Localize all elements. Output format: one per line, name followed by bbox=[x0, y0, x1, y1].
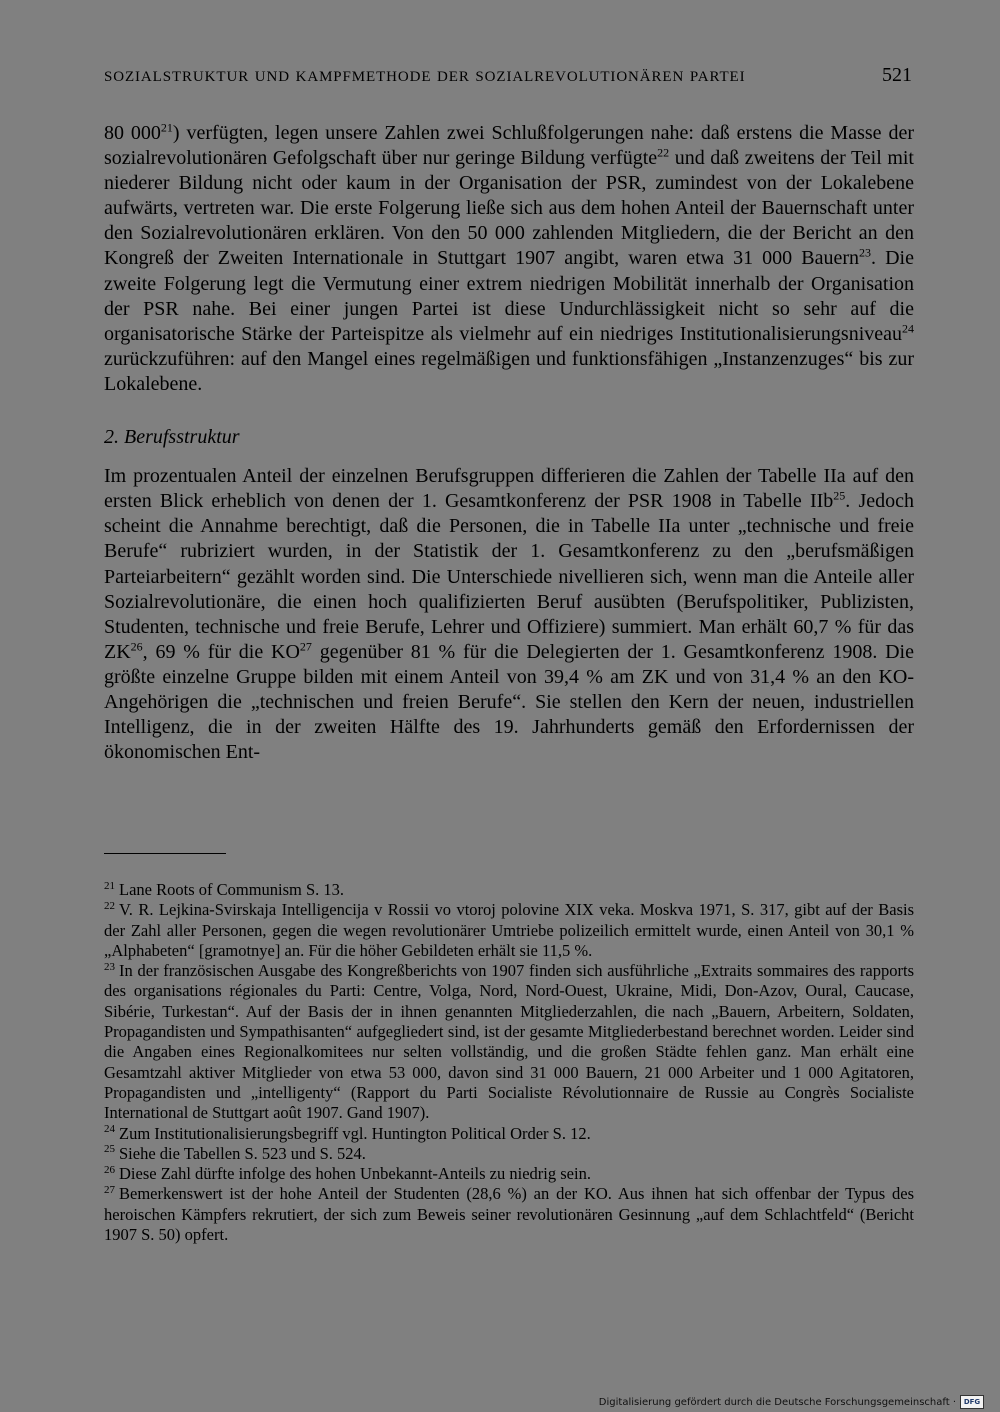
body-paragraph bbox=[104, 464, 914, 765]
text-run: und daß zweitens der Teil mit niederer Bildung nicht oder kaum in der Organisation der PSR, zumindest von der Lokalebene aufwärts, vertreten war. Die erste Folgerung ließe sich aus dem hohen Anteil der Bauernschaft unter den Sozialrevolutionären erklären. Von den 50 000 zahlenden Mitgliedern, die der Bericht an den Kongreß der Zweiten Internationale in Stuttgart 1907 angibt, waren etwa 31 000 Bauern bbox=[104, 147, 914, 270]
footnote-number: 23 bbox=[104, 960, 115, 973]
footnote-25 bbox=[104, 1144, 914, 1164]
footnote-marker: 22 bbox=[657, 145, 670, 160]
footnote-24 bbox=[104, 1124, 914, 1144]
footnote-text: Zum Institutionalisierungsbegriff vgl. Huntington Political Order S. 12. bbox=[119, 1123, 591, 1143]
digitization-credit bbox=[599, 1394, 984, 1410]
footnote-text: V. R. Lejkina-Svirskaja Intelligencija v Rossii vo vtoroj polovine XIX veka. Moskva 1971, S. 317, gibt auf der Basis der Zahl aller Personen, gegen die wegen revolutionärer Umtriebe polizeilich ermittelt wurde, einen Anteil von 30,1 % „Alphabeten“ [gramotnye] an. Für die höher Gebildeten erhält sie 11,5 %. bbox=[104, 900, 914, 960]
footnote-number: 21 bbox=[104, 879, 115, 892]
text-run: zurückzuführen: auf den Mangel eines regelmäßigen und funktionsfähigen „Instanzenzuges“ bis zur Lokalebene. bbox=[104, 347, 914, 395]
text-run: , 69 % für die KO bbox=[142, 640, 300, 663]
footnote-marker: 23 bbox=[859, 245, 872, 260]
footnote-text: Lane Roots of Communism S. 13. bbox=[119, 880, 345, 899]
running-head bbox=[104, 64, 912, 94]
footnote-number: 26 bbox=[104, 1163, 115, 1176]
footnote-number: 24 bbox=[104, 1123, 115, 1136]
footnote-marker: 24 bbox=[902, 321, 914, 336]
credit-text: Digitalisierung gefördert durch die Deutsche Forschungsgemeinschaft · bbox=[598, 1396, 956, 1408]
footnote-marker: 27 bbox=[299, 639, 312, 654]
page-number: 521 bbox=[882, 64, 912, 86]
footnote-22 bbox=[104, 900, 914, 961]
text-run: ) verfügten, legen unsere Zahlen zwei Schlußfolgerungen nahe: daß erstens die Masse der sozialrevolutionären Gefolgschaft über nur geringe Bildung verfügte bbox=[104, 122, 914, 170]
footnote-marker: 25 bbox=[833, 488, 846, 503]
footnote-number: 22 bbox=[104, 899, 115, 912]
section-heading: 2. Berufsstruktur bbox=[104, 426, 240, 449]
footnote-text: Bemerkenswert ist der hohe Anteil der Studenten (28,6 %) an der KO. Aus ihnen hat sich offenbar der Typus des heroischen Kämpfers rekrutiert, der sich zum Beweis seiner revolutionären Gesinnung „auf dem Schlachtfeld“ (Bericht 1907 S. 50) opfert. bbox=[104, 1184, 914, 1245]
text-run: 80 000 bbox=[104, 122, 161, 144]
body-paragraph bbox=[104, 121, 914, 397]
footnote-text: In der französischen Ausgabe des Kongreßberichts von 1907 finden sich ausführliche „Extraits sommaires des rapports des organisations régionales du Parti: Centre, Volga, Nord, Nord-Ouest, Ukraine, Midi, Don-Azov, Oural, Caucase, Sibérie, Turkestan“. Auf der Basis der in ihnen genannten Mitgliederzahlen, die nach „Bauern, Arbeitern, Soldaten, Propagandisten und Sympathisanten“ aufgegliedert sind, ist der gesamte Mitgliederbestand berechnet worden. Leider sind die Angaben eines Regionalkomitees nur selten vollständig, und die großen Städte fehlen ganz. Man erhält eine Gesamtzahl aktiver Mitglieder von etwa 53 000, davon sind 31 000 Bauern, 21 000 Arbeiter und 1 000 Agitatoren, Propagandisten und „intelligenty“ (Rapport du Parti Socialiste Révolutionnaire de Russie au Congrès Socialiste International de Stuttgart août 1907. Gand 1907). bbox=[104, 961, 914, 1123]
footnote-number: 25 bbox=[104, 1143, 115, 1156]
footnote-26 bbox=[104, 1164, 914, 1184]
footnote-text: Diese Zahl dürfte infolge des hohen Unbekannt-Anteils zu niedrig sein. bbox=[119, 1164, 591, 1184]
body-text bbox=[104, 121, 914, 765]
text-run: . Jedoch scheint die Annahme berechtigt, daß die Personen, die in Tabelle IIa unter „technische und freie Berufe“ rubriziert wurden, in der Statistik der 1. Gesamtkonferenz zu den „berufsmäßigen Parteiarbeitern“ gezählt worden sind. Die Unterschiede nivellieren sich, wenn man die Anteile aller Sozialrevolutionäre, die einen hoch qualifizierten Beruf ausübten (Berufspolitiker, Publizisten, Studenten, technische und freie Berufe, Lehrer und Offiziere) summiert. Man erhält 60,7 % für das ZK bbox=[104, 490, 914, 663]
footnote-21 bbox=[104, 880, 914, 900]
text-run: gegenüber 81 % für die Delegierten der 1. Gesamtkonferenz 1908. Die größte einzelne Gruppe bilden mit einem Anteil von 39,4 % am ZK und von 31,4 % an den KO-Angehörigen die „technischen und freien Berufe“. Sie stellen den Kern der neuen, industriellen Intelligenz, die in der zweiten Hälfte des 19. Jahrhunderts gemäß den Erfordernissen der ökonomischen Ent- bbox=[104, 640, 914, 764]
footnote-marker: 21 bbox=[160, 120, 173, 135]
footnote-23 bbox=[104, 961, 914, 1123]
dfg-logo: DFG bbox=[960, 1395, 984, 1409]
text-run: . Die zweite Folgerung legt die Vermutung einer extrem niedrigen Mobilität innerhalb der Organisation der PSR nahe. Bei einer jungen Partei ist diese Undurchlässigkeit nicht so sehr auf die organisatorische Stärke der Parteispitze als vielmehr auf ein niedriges Institutionalisierungsniveau bbox=[104, 247, 914, 345]
text-run: Im prozentualen Anteil der einzelnen Berufsgruppen differieren die Zahlen der Tabelle IIa auf den ersten Blick erheblich von denen der 1. Gesamtkonferenz der PSR 1908 in Tabelle IIb bbox=[104, 465, 914, 513]
footnote-number: 27 bbox=[104, 1183, 115, 1196]
footnote-separator bbox=[104, 853, 226, 854]
footnote-27 bbox=[104, 1184, 914, 1245]
footnotes bbox=[104, 880, 914, 1245]
running-title: SOZIALSTRUKTUR UND KAMPFMETHODE DER SOZIALREVOLUTIONÄREN PARTEI bbox=[104, 69, 746, 85]
footnote-text: Siehe die Tabellen S. 523 und S. 524. bbox=[119, 1143, 366, 1163]
footnote-marker: 26 bbox=[130, 639, 143, 654]
